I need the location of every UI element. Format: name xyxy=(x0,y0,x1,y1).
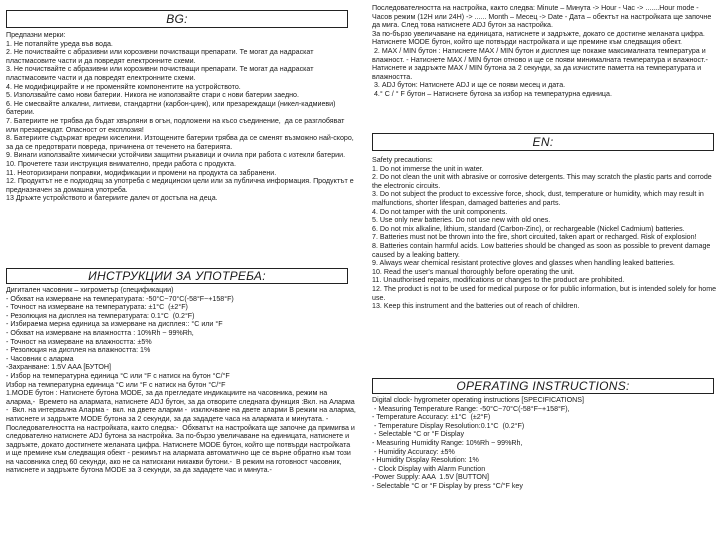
bg-instructions-text: Дигитален часовник – хигрометър (спецификации) - Обхват на измерване на температурата: -50°C~70°C(-58°F~+158°F) - Точност на измерване на температурата: ±1°C (±2°F) - Резолюция на дисплея на температурата: 0.1°C (0.2°F) - Избираема мерна единица за измерване на дисплея:: °C или °F - Обхват на измерване на влажността : 10%Rh ~ 99%Rh, - Точност на измерване на влажността: ±5% - Резолюция на дисплея на влажността: 1% - Часовник с аларма -Захранване: 1.5V AAA [БУТОН] - Избор на температурна единица °C или °F с натиск на бутон °C/°F Избор на температурна единица °C или °F с натиск на бутон °C/°F 1.MODE бутон : Натиснете бутона MODE, за да прегледате индикациите на часовника, режим на аларма,- Времето на алармата, натиснете ADJ бутон, за да отворите следната функция :Вкл. на Аларма - Вкл. на интервална Аларма - вкл. на двете аларми - изключване на двете аларми В режим на аларма, натиснете и задръжте MODE бутона за 2 секунди, за да зададете часа на алармата и минутата. - Последователността на настройката, както следва:- Обхватът на настройката ще започне да примигва и следователно натиснете ADJ бутона за настройка. За по-бързо увеличаване на единицата, натиснете и задръжте, докато достигнете желаната цифра. Натиснете MODE бутон, който ще потвърди настройката и ще премине към следващия обект - режимът на алармата автоматично ще се върне обратно към този на часовника след 60 секунди, ако не са натискани никакви бутони.- В режим на готовност часовник, натиснете и задръжте бутона MODE за 3 секунди, за да зададете час и минута.- xyxy=(6,286,356,475)
bg-instructions-continued-text: Последователността на настройка, както следва: Minute – Минута -> Hour - Час -> .......Hour mode - Часов режим (12H или 24H) -> ...... Month – Месец -> Date - Дата – обектът на настройката ще започне да мига. След това натиснете ADJ бутон за настройка. За по-бързо увеличаване на единицата, натиснете и задръжте, докато се достигне желаната цифра. Натиснете MODE бутон, който ще потвърди настройката и ще премине към следващия обект. 2. MAX / MIN бутон : Натиснете MAX / MIN бутон и дисплея ще покаже максималната температура и влажност. - Натиснете MAX / MIN бутон отново и ще се появи минималната температура и влажност.- Натиснете и задръжте MAX / MIN бутона за 2 секунди, за да изчистите паметта на температурата и влажността. 3. ADJ бутон: Натиснете ADJ и ще се появи месец и дата. 4.° C / ° F бутон – Натиснете бутона за избор на температурна единица. xyxy=(372,4,712,98)
bg-instructions-header: ИНСТРУКЦИИ ЗА УПОТРЕБА: xyxy=(6,268,348,284)
bg-safety-text: Предпазни мерки: 1. Не потапяйте уреда във вода. 2. Не почиствайте с абразивни или корозивни почистващи препарати. Те могат да надраскат пластмасовите части и да повредят електронните схеми. 3. Не почиствайте с абразивни или корозивни почистващи препарати. Те могат да надраскат пластмасовите части и да повредят електронните схеми. 4. Не модифицирайте и не променяйте компонентите на устройството. 5. Използвайте само нови батерии. Никога не използвайте стари с нови батерии заедно. 6. Не смесвайте алкални, литиеви, стандартни (карбон-цинк), или презареждащи (никел-кадмиеви) батерии. 7. Батериите не трябва да бъдат хвърляни в огън, подложени на късо съединение, да се разглобяват или презареждат. Опасност от експлозия! 8. Батериите съдържат вредни киселини. Изтощените батерии трябва да се сменят възможно най-скоро, за да се предотврати повреда, причинена от теченето на батерията. 9. Винаги използвайте химически устойчиви защитни ръкавици и очила при работа с изтекли батерии. 10. Прочетете тази инструкция внимателно, преди работа с продукта. 11. Неоторизирани поправки, модификации и промени на продукта са забранени. 12. Продуктът не е подходящ за употреба с медицински цели или за публична информация. Продуктът е предназначен за домашна употреба. 13 Дръжте устройството и батериите далеч от достъпа на деца. xyxy=(6,31,354,203)
en-operating-text: Digital clock- hygrometer operating instructions [SPECIFICATIONS] - Measuring Temperature Range: -50°C~70°C(-58°F~+158°F), - Temperature Accuracy: ±1°C (±2°F) - Temperature Display Resolution:0.1°C (0.2°F) - Selectable °C or °F Display - Measuring Humidity Range: 10%Rh ~ 99%Rh, - Humidity Accuracy: ±5% - Humidity Display Resolution: 1% - Clock Display with Alarm Function -Power Supply: AAA 1.5V [BUTTON] - Selectable °C or °F Display by press °C/°F key xyxy=(372,396,584,490)
en-section-header: EN: xyxy=(372,133,714,151)
en-operating-header: OPERATING INSTRUCTIONS: xyxy=(372,378,714,394)
en-safety-text: Safety precautions: 1. Do not immerse the unit in water. 2. Do not clean the unit with abrasive or corrosive detergents. This may scratch the plastic parts and corrode the electronic circuits. 3. Do not subject the product to excessive force, shock, dust, temperature or humidity, which may result in malfunctions, shorter lifespan, damaged batteries and parts. 4. Do not tamper with the unit components. 5. Use only new batteries. Do not use new with old ones. 6. Do not mix alkaline, lithium, standard (Carbon-Zinc), or rechargeable (Nickel Cadmium) batteries. 7. Batteries must not be thrown into the fire, short circuited, taken apart or recharged. Risk of explosion! 8. Batteries contain harmful acids. Low batteries should be changed as soon as possible to prevent damage caused by a leaking battery. 9. Always wear chemical resistant protective gloves and glasses when handling leaked batteries. 10. Read the user's manual thoroughly before operating the unit. 11. Unauthorised repairs, modifications or changes to the product are prohibited. 12. The product is not to be used for medical purpose or for public information, but is intended solely for home use. 13. Keep this instrument and the batteries out of reach of children. xyxy=(372,156,717,311)
bg-section-header: BG: xyxy=(6,10,348,28)
